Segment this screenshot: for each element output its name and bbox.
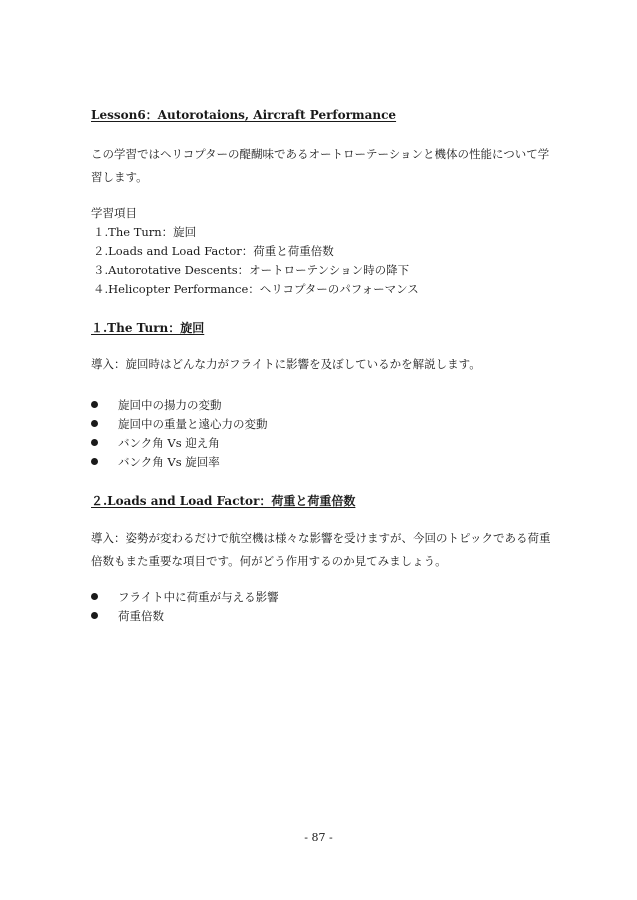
section2-bullet-1	[91, 589, 279, 605]
section2-bullet-2	[91, 608, 164, 624]
toc-item-2: ２.Loads and Load Factor：荷重と荷重倍数	[93, 244, 334, 258]
lesson-title: Lesson6：Autorotaions, Aircraft Performance	[91, 108, 397, 122]
toc-item-1: １.The Turn：旋回	[93, 225, 197, 239]
page-number: - 87 -	[304, 831, 333, 844]
section1-bullet-1	[91, 397, 222, 413]
toc-heading: 学習項目	[91, 206, 137, 220]
bullet-dot-icon	[91, 593, 98, 600]
section1-intro: 導入：旋回時はどんな力がフライトに影響を及ぼしているかを解説します。	[91, 357, 481, 371]
bullet-text: バンク角 Vs 旋回率	[118, 455, 220, 469]
bullet-text: 荷重倍数	[118, 609, 164, 623]
bullet-dot-icon	[91, 439, 98, 446]
section2-intro: 導入：姿勢が変わるだけで航空機は様々な影響を受けますが、今回のトピックである荷重倍数もまた重要な項目です。何がどう作用するのか見てみましょう。	[91, 531, 551, 568]
intro-paragraph: この学習ではヘリコプターの醍醐味であるオートローテーションと機体の性能について学習します。	[91, 147, 550, 184]
bullet-dot-icon	[91, 612, 98, 619]
bullet-text: フライト中に荷重が与える影響	[118, 590, 279, 604]
toc-item-3: ３.Autorotative Descents：オートローテンション時の降下	[93, 263, 410, 277]
bullet-dot-icon	[91, 458, 98, 465]
bullet-text: 旋回中の揚力の変動	[118, 398, 222, 412]
section1-heading: １.The Turn：旋回	[91, 321, 205, 335]
bullet-dot-icon	[91, 401, 98, 408]
bullet-dot-icon	[91, 420, 98, 427]
bullet-text: 旋回中の重量と遠心力の変動	[118, 417, 268, 431]
section1-bullet-3	[91, 435, 220, 451]
section1-bullet-2	[91, 416, 268, 432]
section2-heading: ２.Loads and Load Factor：荷重と荷重倍数	[91, 494, 356, 508]
toc-item-4: ４.Helicopter Performance：ヘリコプターのパフォーマンス	[93, 282, 419, 296]
bullet-text: バンク角 Vs 迎え角	[118, 436, 220, 450]
section1-bullet-4	[91, 454, 220, 470]
